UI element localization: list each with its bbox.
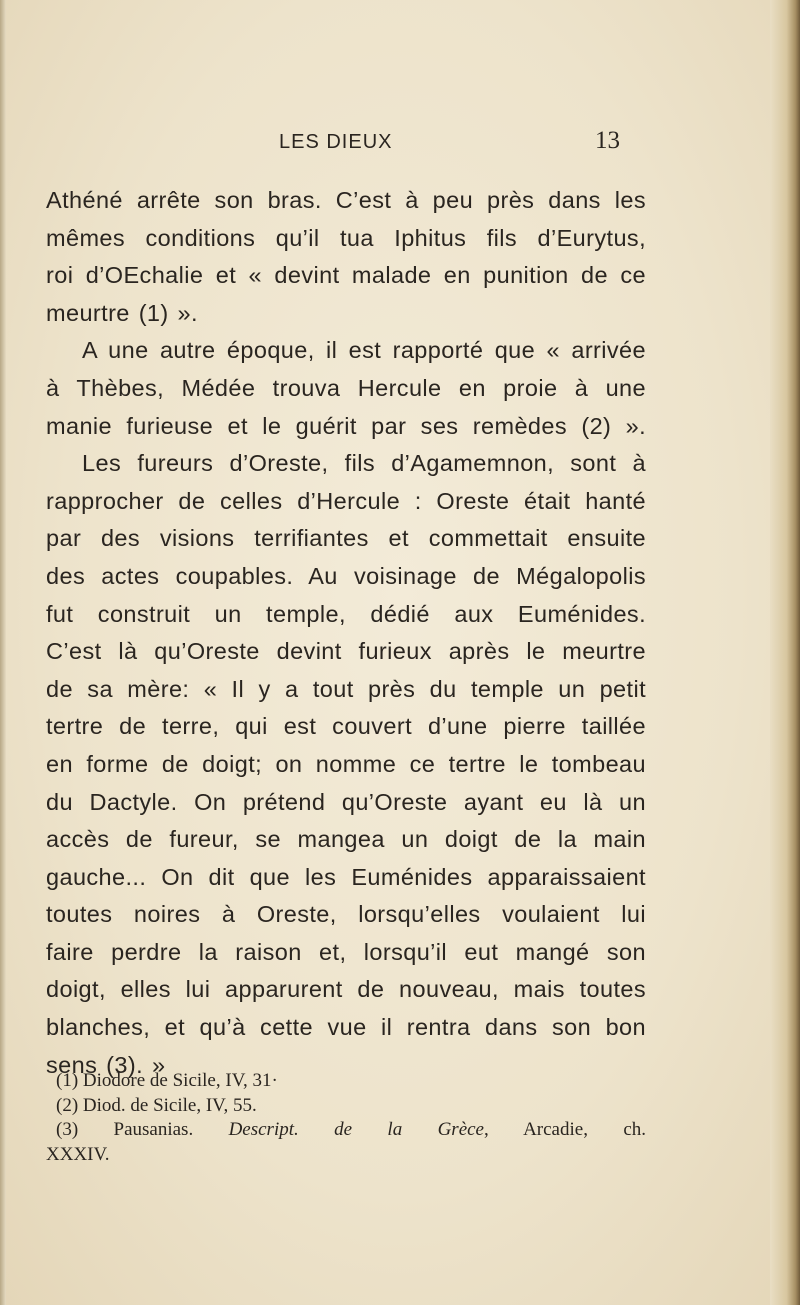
text-line: tertre de terre, qui est couvert d’une pierre taillée bbox=[46, 713, 646, 740]
text-line: faire perdre la raison et, lorsqu’il eut mangé son bbox=[46, 938, 646, 965]
footnote-3 bbox=[46, 1118, 646, 1143]
text-line: meurtre (1) ». bbox=[46, 299, 198, 326]
page-header bbox=[0, 127, 800, 161]
page-binding-edge bbox=[770, 0, 800, 1305]
text-line: accès de fureur, se mangea un doigt de la main bbox=[46, 826, 646, 853]
page-left-edge bbox=[0, 0, 6, 1305]
footnote-3-continuation: XXXIV. bbox=[46, 1143, 110, 1165]
text-line: Les fureurs d’Oreste, fils d’Agamemnon, sont à bbox=[82, 450, 646, 477]
page-number: 13 bbox=[595, 127, 620, 154]
text-line: rapprocher de celles d’Hercule : Oreste était hanté bbox=[46, 487, 646, 514]
footnote-3-suffix: , Arcadie, ch. bbox=[484, 1119, 646, 1140]
footnote-3-prefix: (3) Pausanias. bbox=[56, 1119, 229, 1140]
text-line: doigt, elles lui apparurent de nouveau, mais toutes bbox=[46, 976, 646, 1003]
text-line: roi d’OEchalie et « devint malade en punition de ce bbox=[46, 262, 646, 289]
text-line: sens (3). » bbox=[46, 1051, 166, 1078]
text-line: par des visions terrifiantes et commettait ensuite bbox=[46, 525, 646, 552]
text-line: du Dactyle. On prétend qu’Oreste ayant eu là un bbox=[46, 788, 646, 815]
footnote-3-title: Descript. de la Grèce bbox=[228, 1119, 484, 1140]
text-line: blanches, et qu’à cette vue il rentra dans son bon bbox=[46, 1014, 646, 1041]
text-line: A une autre époque, il est rapporté que « arrivée bbox=[82, 337, 646, 364]
text-line: mêmes conditions qu’il tua Iphitus fils d’Eurytus, bbox=[46, 224, 646, 251]
text-line: gauche... On dit que les Euménides apparaissaient bbox=[46, 863, 646, 890]
text-line: de sa mère: « Il y a tout près du temple un petit bbox=[46, 675, 646, 702]
text-line: manie furieuse et le guérit par ses remèdes (2) ». bbox=[46, 412, 646, 439]
text-line: fut construit un temple, dédié aux Euménides. bbox=[46, 600, 646, 627]
body-text bbox=[46, 182, 646, 1084]
footnotes bbox=[46, 1069, 646, 1167]
text-line: C’est là qu’Oreste devint furieux après le meurtre bbox=[46, 638, 646, 665]
text-line: en forme de doigt; on nomme ce tertre le tombeau bbox=[46, 750, 646, 777]
text-line: des actes coupables. Au voisinage de Mégalopolis bbox=[46, 562, 646, 589]
running-title: LES DIEUX bbox=[279, 131, 393, 153]
text-line: toutes noires à Oreste, lorsqu’elles voulaient lui bbox=[46, 901, 646, 928]
text-line: à Thèbes, Médée trouva Hercule en proie à une bbox=[46, 374, 646, 401]
footnote-1: (1) Diodore de Sicile, IV, 31· bbox=[56, 1070, 278, 1091]
footnote-2: (2) Diod. de Sicile, IV, 55. bbox=[56, 1094, 257, 1116]
text-line: Athéné arrête son bras. C’est à peu près dans les bbox=[46, 187, 646, 213]
